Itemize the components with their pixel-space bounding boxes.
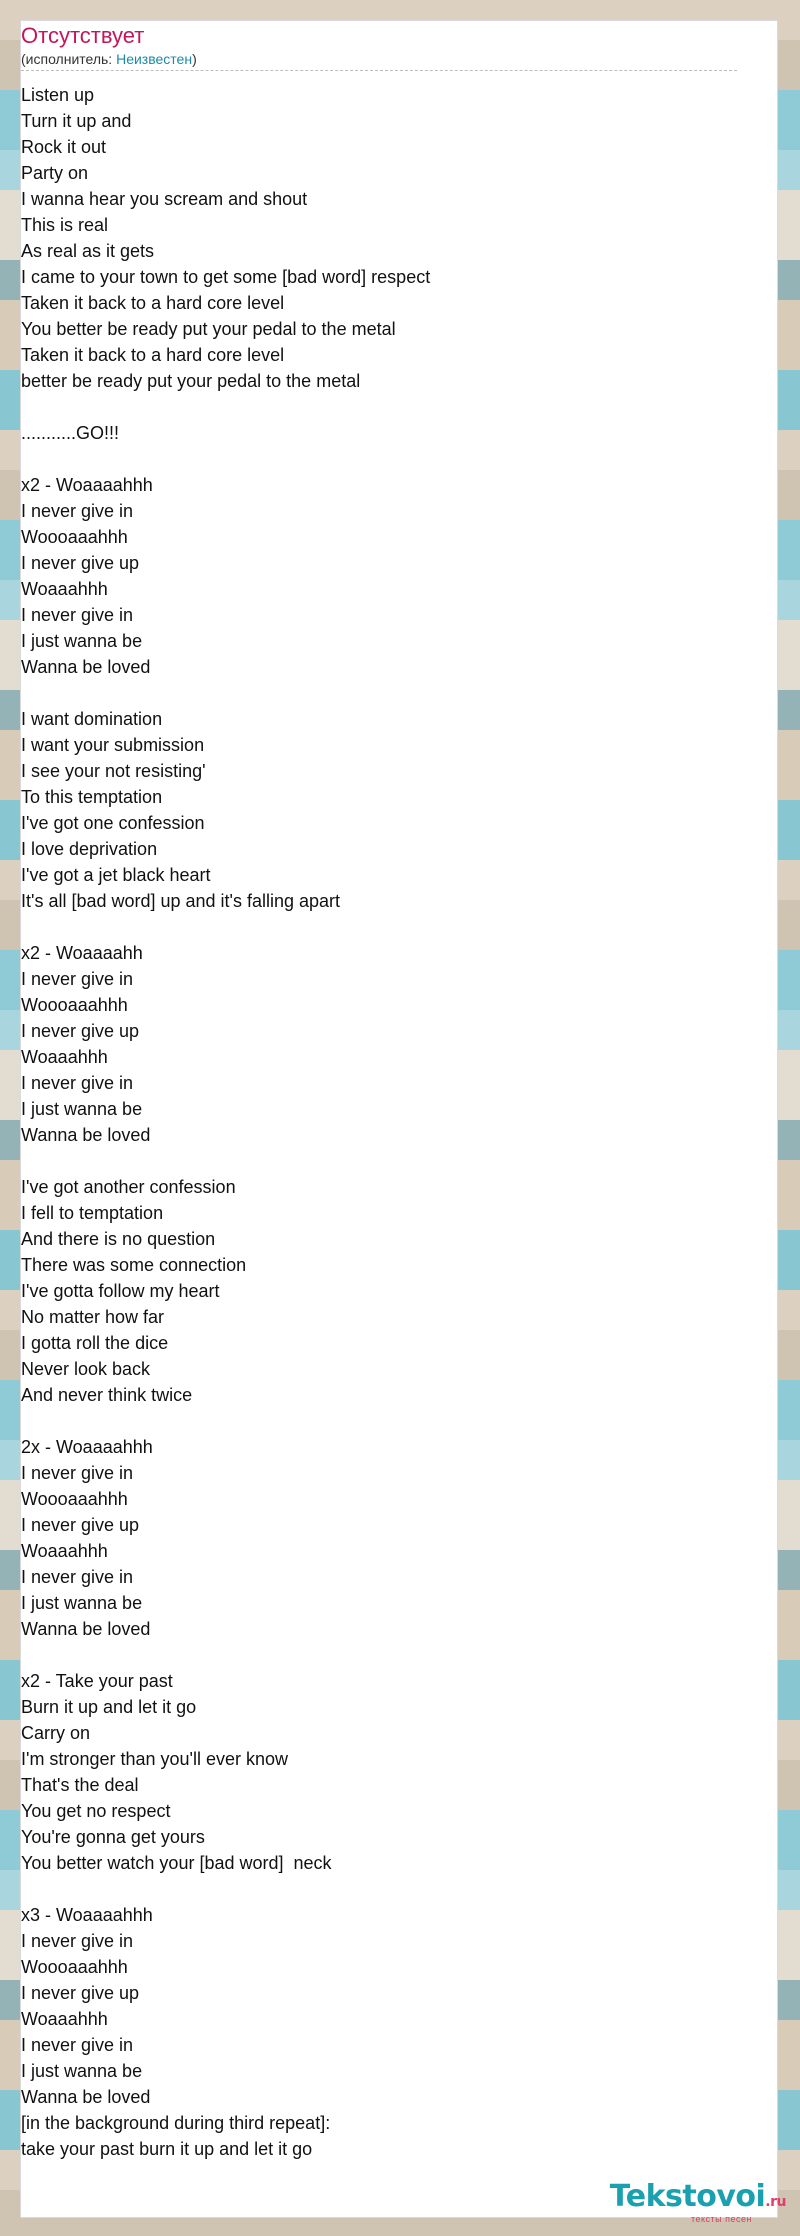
lyric-line: You better be ready put your pedal to the metal <box>21 319 396 339</box>
lyric-line: This is real <box>21 215 109 235</box>
lyric-line: Wanna be loved <box>21 1619 151 1639</box>
lyric-line: x2 - Woaaaahhh <box>21 475 153 495</box>
lyric-line: I see your not resisting' <box>21 761 206 781</box>
lyric-line <box>21 1642 737 1668</box>
lyric-line: 2x - Woaaaahhh <box>21 1437 153 1457</box>
lyric-line: As real as it gets <box>21 241 155 261</box>
lyric-line: x2 - Take your past <box>21 1671 173 1691</box>
lyric-line: I never give in <box>21 2035 134 2055</box>
lyric-line: I've got another confession <box>21 1177 236 1197</box>
lyric-line: Burn it up and let it go <box>21 1697 197 1717</box>
lyric-line: I came to your town to get some [bad word] respect <box>21 267 431 287</box>
lyric-line: I never give up <box>21 553 140 573</box>
lyric-line: Wanna be loved <box>21 2087 151 2107</box>
lyric-line: take your past burn it up and let it go <box>21 2139 313 2159</box>
lyric-line: Taken it back to a hard core level <box>21 293 285 313</box>
lyric-line: I never give in <box>21 1073 134 1093</box>
lyric-line: Rock it out <box>21 137 107 157</box>
lyric-line: Wanna be loved <box>21 1125 151 1145</box>
lyric-line: You're gonna get yours <box>21 1827 205 1847</box>
lyric-line <box>21 1876 737 1902</box>
artist-suffix: ) <box>192 51 197 67</box>
artist-line <box>21 50 737 68</box>
lyric-line: I never give in <box>21 501 134 521</box>
lyric-line: Woaaahhh <box>21 579 108 599</box>
site-logo[interactable] <box>610 2181 786 2224</box>
lyrics-text <box>21 82 737 2162</box>
lyric-line: Woooaaahhh <box>21 1957 128 1977</box>
lyric-line: It's all [bad word] up and it's falling apart <box>21 891 341 911</box>
lyric-line: I never give up <box>21 1021 140 1041</box>
lyric-line: I've got a jet black heart <box>21 865 211 885</box>
lyric-line: Wanna be loved <box>21 657 151 677</box>
lyric-line: I want your submission <box>21 735 205 755</box>
lyric-line <box>21 1148 737 1174</box>
lyric-line: You get no respect <box>21 1801 171 1821</box>
lyric-line: And there is no question <box>21 1229 216 1249</box>
lyric-line: I just wanna be <box>21 2061 143 2081</box>
lyric-line <box>21 914 737 940</box>
song-title: Отсутствует <box>21 23 145 48</box>
lyric-line: I've got one confession <box>21 813 205 833</box>
lyric-line: Turn it up and <box>21 111 132 131</box>
lyric-line: ...........GO!!! <box>21 423 120 443</box>
lyric-line: I love deprivation <box>21 839 158 859</box>
logo-name: Tekstovoi <box>609 2179 766 2214</box>
artist-prefix: (исполнитель: <box>21 51 117 67</box>
lyric-line: I wanna hear you scream and shout <box>21 189 308 209</box>
lyric-line: I never give in <box>21 1567 134 1587</box>
lyric-line: I just wanna be <box>21 1593 143 1613</box>
lyric-line: I've gotta follow my heart <box>21 1281 220 1301</box>
lyric-line: I fell to temptation <box>21 1203 164 1223</box>
lyric-line: Woooaaahhh <box>21 527 128 547</box>
lyric-line: I just wanna be <box>21 631 143 651</box>
lyric-line: Listen up <box>21 85 95 105</box>
lyric-line: I never give up <box>21 1983 140 2003</box>
lyric-line: And never think twice <box>21 1385 193 1405</box>
artist-link[interactable]: Неизвестен <box>116 51 193 67</box>
lyric-line <box>21 680 737 706</box>
lyric-line <box>21 446 737 472</box>
lyric-line: I gotta roll the dice <box>21 1333 169 1353</box>
lyric-line: I never give in <box>21 969 134 989</box>
lyric-line: I'm stronger than you'll ever know <box>21 1749 288 1769</box>
logo-tagline: тексты песен <box>690 2214 752 2224</box>
lyric-line: There was some connection <box>21 1255 247 1275</box>
lyric-line: Woaaahhh <box>21 1047 108 1067</box>
lyric-line: better be ready put your pedal to the metal <box>21 371 361 391</box>
logo-suffix: .ru <box>765 2194 786 2210</box>
lyric-line: To this temptation <box>21 787 163 807</box>
lyric-line: Woaaahhh <box>21 2009 108 2029</box>
lyric-line: Party on <box>21 163 89 183</box>
lyric-line <box>21 394 737 420</box>
lyric-line: x2 - Woaaaahh <box>21 943 143 963</box>
lyric-line: Woaaahhh <box>21 1541 108 1561</box>
lyric-line: I never give in <box>21 1931 134 1951</box>
song-header <box>21 22 737 71</box>
lyric-line: [in the background during third repeat]: <box>21 2113 331 2133</box>
logo-wordmark <box>610 2181 786 2218</box>
lyric-line: That's the deal <box>21 1775 139 1795</box>
lyric-line: I never give up <box>21 1515 140 1535</box>
lyric-line: I want domination <box>21 709 163 729</box>
lyric-line: Carry on <box>21 1723 91 1743</box>
lyric-line: No matter how far <box>21 1307 165 1327</box>
lyric-line: Woooaaahhh <box>21 1489 128 1509</box>
lyric-line: You better watch your [bad word] neck <box>21 1853 332 1873</box>
lyric-line: Never look back <box>21 1359 151 1379</box>
lyric-line: Taken it back to a hard core level <box>21 345 285 365</box>
lyric-line: I never give in <box>21 1463 134 1483</box>
lyric-line <box>21 1408 737 1434</box>
lyric-line: I just wanna be <box>21 1099 143 1119</box>
lyric-line: x3 - Woaaaahhh <box>21 1905 153 1925</box>
lyric-line: Woooaaahhh <box>21 995 128 1015</box>
lyric-line: I never give in <box>21 605 134 625</box>
